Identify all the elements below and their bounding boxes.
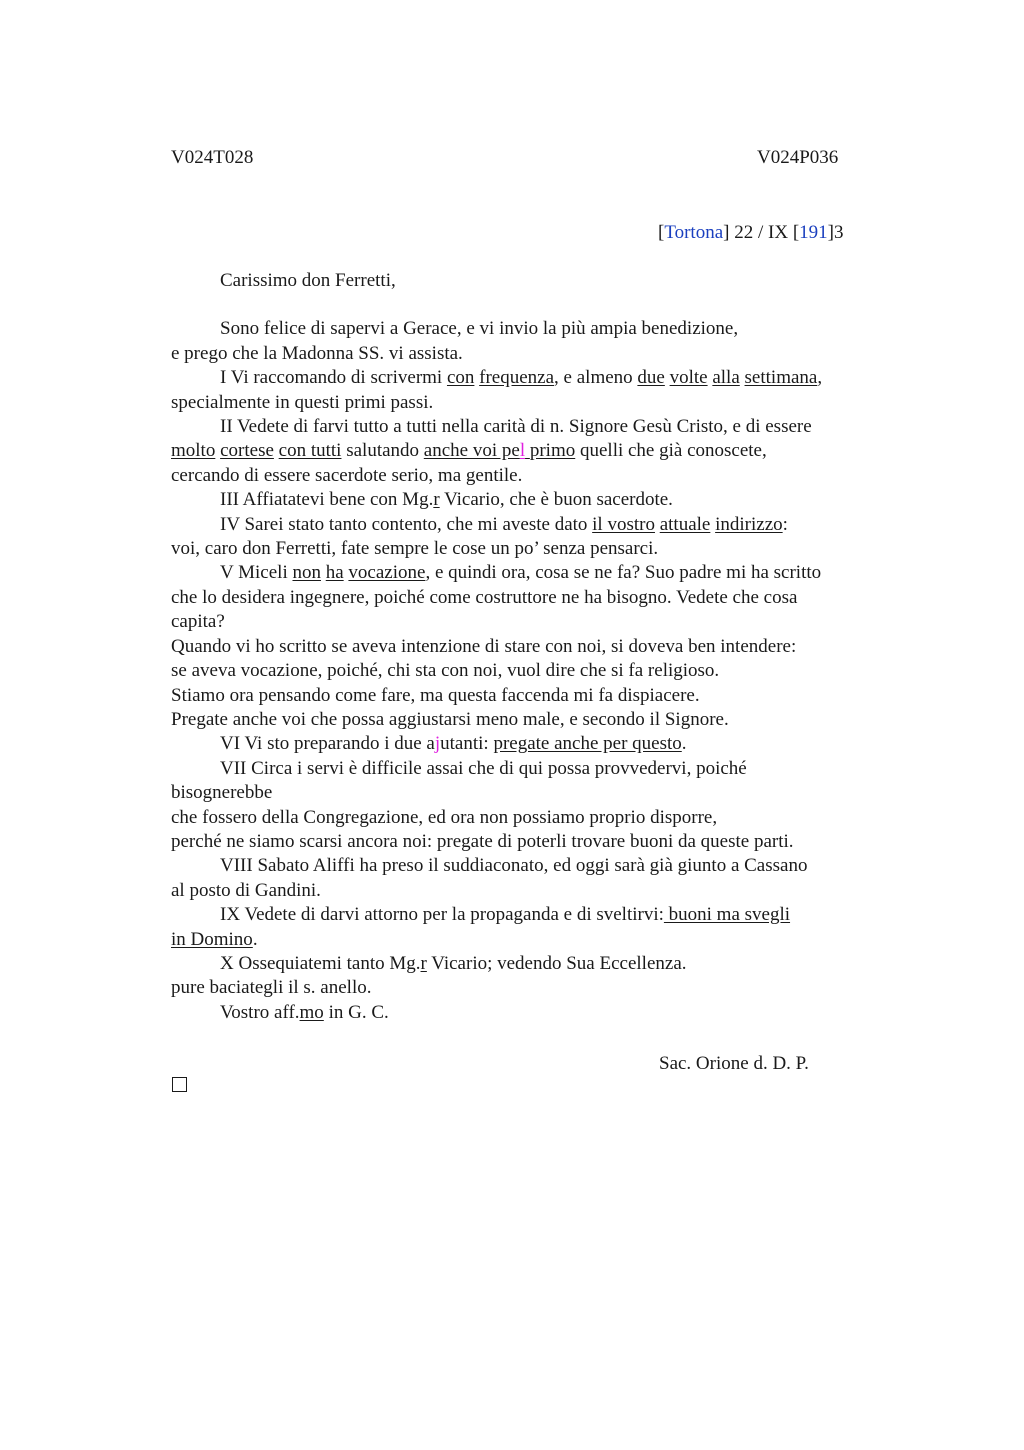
dateline: [Tortona] 22 / IX [191]3 (658, 222, 844, 243)
paragraph-5-cont: Stiamo ora pensando come fare, ma questa faccenda mi fa dispiacere. (171, 684, 700, 706)
paragraph-5: V Miceli non ha vocazione, e quindi ora, cosa se ne fa? Suo padre mi ha scritto (220, 562, 822, 584)
paragraph-7-cont: bisognerebbe (171, 782, 273, 804)
paragraph-8-cont: al posto di Gandini. (171, 879, 321, 901)
paragraph-1-cont: specialmente in questi primi passi. (171, 391, 434, 413)
paragraph-2: II Vedete di farvi tutto a tutti nella carità di n. Signore Gesù Cristo, e di essere (220, 416, 812, 438)
salutation: Carissimo don Ferretti, (220, 270, 396, 291)
paragraph-5-cont: Quando vi ho scritto se aveva intenzione di stare con noi, si doveva ben intendere: (171, 635, 797, 657)
paragraph-4-cont: voi, caro don Ferretti, fate sempre le cose un po’ senza pensarci. (171, 538, 659, 560)
paragraph-10-cont: pure baciategli il s. anello. (171, 977, 372, 999)
paragraph-1: I Vi raccomando di scrivermi con frequenza, e almeno due volte alla settimana, (220, 367, 823, 389)
paragraph-7-cont: che fossero della Congregazione, ed ora non possiamo proprio disporre, (171, 806, 718, 828)
paragraph-9: IX Vedete di darvi attorno per la propaganda e di sveltirvi: buoni ma svegli (220, 904, 791, 926)
paragraph-5-cont: Pregate anche voi che possa aggiustarsi meno male, e secondo il Signore. (171, 708, 729, 730)
dateline-place: Tortona (664, 222, 724, 243)
paragraph-4: IV Sarei stato tanto contento, che mi aveste dato il vostro attuale indirizzo: (220, 513, 788, 535)
paragraph-8: VIII Sabato Aliffi ha preso il suddiaconato, ed oggi sarà già giunto a Cassano (220, 855, 808, 877)
checkbox-square-icon (172, 1077, 187, 1092)
paragraph-3: III Affiatatevi bene con Mg.r Vicario, che è buon sacerdote. (220, 489, 673, 511)
paragraph-7: VII Circa i servi è difficile assai che di qui possa provvedervi, poiché (220, 757, 747, 779)
intro-line: Sono felice di sapervi a Gerace, e vi invio la più ampia benedizione, (220, 318, 739, 340)
paragraph-7-cont: perché ne siamo scarsi ancora noi: pregate di poterli trovare buoni da queste parti. (171, 830, 794, 852)
paragraph-9-cont: in Domino. (171, 928, 258, 950)
paragraph-5-cont: che lo desidera ingegnere, poiché come costruttore ne ha bisogno. Vedete che cosa (171, 586, 798, 608)
dateline-year-partial: 191 (799, 222, 828, 243)
paragraph-2-cont: cercando di essere sacerdote serio, ma gentile. (171, 464, 523, 486)
document-code-right: V024P036 (757, 147, 839, 168)
paragraph-5-cont: se aveva vocazione, poiché, chi sta con noi, vuol dire che si fa religioso. (171, 660, 720, 682)
paragraph-2-cont: molto cortese con tutti salutando anche voi pel primo quelli che già conoscete, (171, 440, 767, 462)
paragraph-5-cont: capita? (171, 611, 225, 633)
document-code-left: V024T028 (171, 147, 254, 168)
signature: Sac. Orione d. D. P. (659, 1053, 809, 1074)
paragraph-6: VI Vi sto preparando i due ajutanti: pregate anche per questo. (220, 733, 687, 755)
intro-line: e prego che la Madonna SS. vi assista. (171, 342, 463, 364)
letter-body (171, 269, 901, 1025)
paragraph-10: X Ossequiatemi tanto Mg.r Vicario; vedendo Sua Eccellenza. (220, 952, 687, 974)
closing: Vostro aff.mo in G. C. (220, 1001, 389, 1023)
